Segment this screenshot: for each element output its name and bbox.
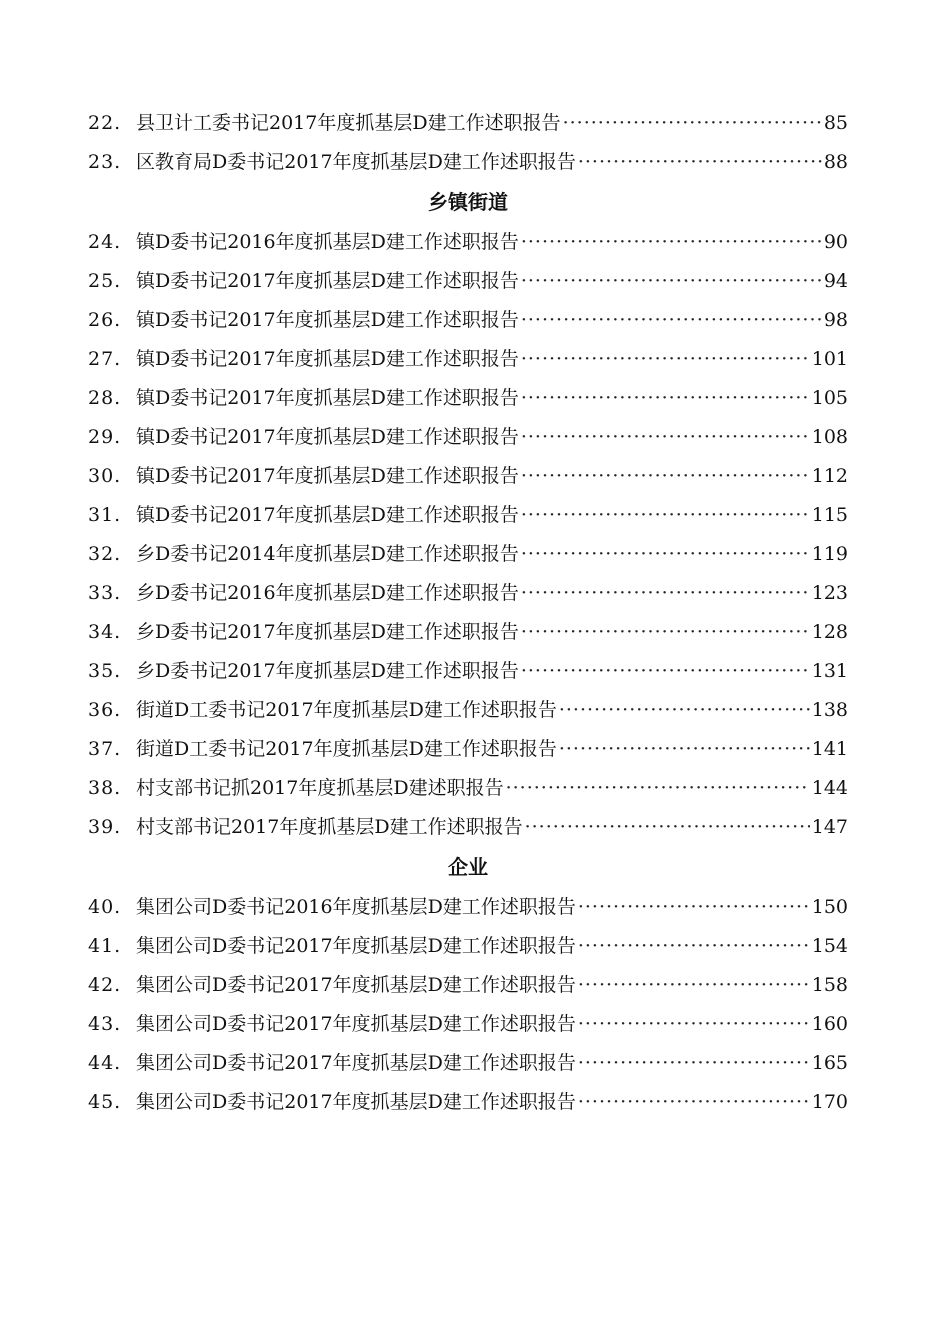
toc-entry-page: 160 <box>811 1013 848 1035</box>
toc-entry-number: 28. <box>88 387 122 409</box>
toc-entry-number: 41. <box>88 935 122 957</box>
toc-entry-number: 23. <box>88 151 122 173</box>
toc-entry-number: 35. <box>88 660 122 682</box>
toc-entry-page: 154 <box>811 935 848 957</box>
toc-entry-page: 105 <box>811 387 848 409</box>
toc-leader-dots <box>506 769 810 808</box>
toc-entry-number: 42. <box>88 974 122 996</box>
toc-entry-38[interactable] <box>88 769 848 808</box>
toc-leader-dots <box>521 340 810 379</box>
toc-entry-number: 30. <box>88 465 122 487</box>
toc-leader-dots <box>521 223 822 262</box>
toc-leader-dots <box>578 1044 810 1083</box>
toc-entry-title: 镇D委书记2017年度抓基层D建工作述职报告 <box>136 348 519 370</box>
toc-entry-title: 集团公司D委书记2016年度抓基层D建工作述职报告 <box>136 896 576 918</box>
toc-entry-37[interactable] <box>88 730 848 769</box>
toc-entry-page: 108 <box>811 426 848 448</box>
toc-entry-24[interactable] <box>88 223 848 262</box>
toc-entry-title: 镇D委书记2017年度抓基层D建工作述职报告 <box>136 504 519 526</box>
toc-entry-26[interactable] <box>88 301 848 340</box>
toc-entry-page: 158 <box>811 974 848 996</box>
toc-leader-dots <box>521 379 810 418</box>
toc-entry-33[interactable] <box>88 574 848 613</box>
toc-entry-title: 村支部书记2017年度抓基层D建工作述职报告 <box>136 816 523 838</box>
toc-entry-41[interactable] <box>88 927 848 966</box>
toc-entry-number: 26. <box>88 309 122 331</box>
toc-leader-dots <box>525 808 810 847</box>
toc-entry-page: 112 <box>811 465 848 487</box>
toc-leader-dots <box>521 613 810 652</box>
toc-entry-title: 镇D委书记2017年度抓基层D建工作述职报告 <box>136 465 519 487</box>
toc-entry-number: 45. <box>88 1091 122 1113</box>
toc-entry-title: 镇D委书记2016年度抓基层D建工作述职报告 <box>136 231 519 253</box>
toc-entry-page: 94 <box>823 270 848 292</box>
toc-leader-dots <box>578 888 810 927</box>
toc-entry-number: 29. <box>88 426 122 448</box>
toc-leader-dots <box>578 927 810 966</box>
toc-entry-title: 镇D委书记2017年度抓基层D建工作述职报告 <box>136 309 519 331</box>
toc-entry-title: 区教育局D委书记2017年度抓基层D建工作述职报告 <box>136 151 576 173</box>
toc-entry-45[interactable] <box>88 1083 848 1122</box>
toc-entry-34[interactable] <box>88 613 848 652</box>
toc-entry-title: 乡D委书记2017年度抓基层D建工作述职报告 <box>136 621 519 643</box>
toc-entry-page: 128 <box>811 621 848 643</box>
toc-leader-dots <box>578 1005 810 1044</box>
toc-entry-32[interactable] <box>88 535 848 574</box>
toc-entry-title: 集团公司D委书记2017年度抓基层D建工作述职报告 <box>136 974 576 996</box>
toc-leader-dots <box>521 652 810 691</box>
toc-entry-title: 集团公司D委书记2017年度抓基层D建工作述职报告 <box>136 1052 576 1074</box>
toc-leader-dots <box>521 262 822 301</box>
toc-leader-dots <box>521 574 810 613</box>
section-heading-enterprise: 企业 <box>448 855 488 879</box>
toc-entry-number: 44. <box>88 1052 122 1074</box>
toc-entry-page: 150 <box>811 896 848 918</box>
toc-entry-35[interactable] <box>88 652 848 691</box>
toc-entry-title: 街道D工委书记2017年度抓基层D建工作述职报告 <box>136 699 557 721</box>
toc-entry-title: 村支部书记抓2017年度抓基层D建述职报告 <box>136 777 504 799</box>
toc-leader-dots <box>559 730 810 769</box>
toc-leader-dots <box>563 104 822 143</box>
toc-entry-title: 乡D委书记2014年度抓基层D建工作述职报告 <box>136 543 519 565</box>
toc-entry-number: 40. <box>88 896 122 918</box>
toc-entry-28[interactable] <box>88 379 848 418</box>
toc-entry-29[interactable] <box>88 418 848 457</box>
toc-entry-title: 乡D委书记2017年度抓基层D建工作述职报告 <box>136 660 519 682</box>
toc-leader-dots <box>521 535 810 574</box>
toc-entry-page: 85 <box>823 112 848 134</box>
toc-entry-title: 集团公司D委书记2017年度抓基层D建工作述职报告 <box>136 1013 576 1035</box>
toc-entry-title: 乡D委书记2016年度抓基层D建工作述职报告 <box>136 582 519 604</box>
toc-entry-number: 38. <box>88 777 122 799</box>
toc-entry-44[interactable] <box>88 1044 848 1083</box>
toc-entry-page: 101 <box>811 348 848 370</box>
toc-entry-27[interactable] <box>88 340 848 379</box>
table-of-contents <box>88 104 848 1122</box>
toc-entry-number: 39. <box>88 816 122 838</box>
toc-entry-number: 27. <box>88 348 122 370</box>
toc-entry-page: 90 <box>823 231 848 253</box>
toc-entry-36[interactable] <box>88 691 848 730</box>
toc-leader-dots <box>559 691 810 730</box>
toc-entry-title: 镇D委书记2017年度抓基层D建工作述职报告 <box>136 270 519 292</box>
toc-entry-number: 33. <box>88 582 122 604</box>
toc-leader-dots <box>521 457 810 496</box>
toc-entry-number: 37. <box>88 738 122 760</box>
toc-entry-title: 街道D工委书记2017年度抓基层D建工作述职报告 <box>136 738 557 760</box>
toc-entry-title: 县卫计工委书记2017年度抓基层D建工作述职报告 <box>136 112 561 134</box>
toc-entry-page: 119 <box>811 543 848 565</box>
toc-entry-page: 165 <box>811 1052 848 1074</box>
toc-entry-31[interactable] <box>88 496 848 535</box>
toc-entry-number: 24. <box>88 231 122 253</box>
toc-entry-number: 34. <box>88 621 122 643</box>
toc-entry-title: 镇D委书记2017年度抓基层D建工作述职报告 <box>136 387 519 409</box>
toc-leader-dots <box>521 418 810 457</box>
toc-entry-number: 22. <box>88 112 122 134</box>
toc-entry-number: 36. <box>88 699 122 721</box>
toc-entry-number: 31. <box>88 504 122 526</box>
toc-leader-dots <box>521 496 810 535</box>
toc-entry-42[interactable] <box>88 966 848 1005</box>
toc-entry-30[interactable] <box>88 457 848 496</box>
toc-entry-page: 123 <box>811 582 848 604</box>
toc-entry-40[interactable] <box>88 888 848 927</box>
toc-entry-page: 115 <box>811 504 848 526</box>
toc-entry-number: 43. <box>88 1013 122 1035</box>
toc-entry-page: 147 <box>811 816 848 838</box>
toc-entry-page: 98 <box>823 309 848 331</box>
toc-entry-title: 集团公司D委书记2017年度抓基层D建工作述职报告 <box>136 1091 576 1113</box>
toc-leader-dots <box>521 301 822 340</box>
toc-entry-39[interactable] <box>88 808 848 847</box>
toc-leader-dots <box>578 143 822 182</box>
toc-entry-23[interactable] <box>88 143 848 182</box>
toc-entry-page: 88 <box>823 151 848 173</box>
toc-leader-dots <box>578 966 810 1005</box>
toc-entry-43[interactable] <box>88 1005 848 1044</box>
toc-entry-number: 25. <box>88 270 122 292</box>
toc-entry-page: 144 <box>811 777 848 799</box>
toc-entry-page: 138 <box>811 699 848 721</box>
toc-entry-number: 32. <box>88 543 122 565</box>
toc-entry-22[interactable] <box>88 104 848 143</box>
toc-entry-page: 131 <box>811 660 848 682</box>
toc-entry-title: 镇D委书记2017年度抓基层D建工作述职报告 <box>136 426 519 448</box>
toc-entry-page: 141 <box>811 738 848 760</box>
toc-entry-25[interactable] <box>88 262 848 301</box>
section-heading-towns: 乡镇街道 <box>428 190 508 214</box>
toc-leader-dots <box>578 1083 810 1122</box>
toc-entry-title: 集团公司D委书记2017年度抓基层D建工作述职报告 <box>136 935 576 957</box>
toc-entry-page: 170 <box>811 1091 848 1113</box>
